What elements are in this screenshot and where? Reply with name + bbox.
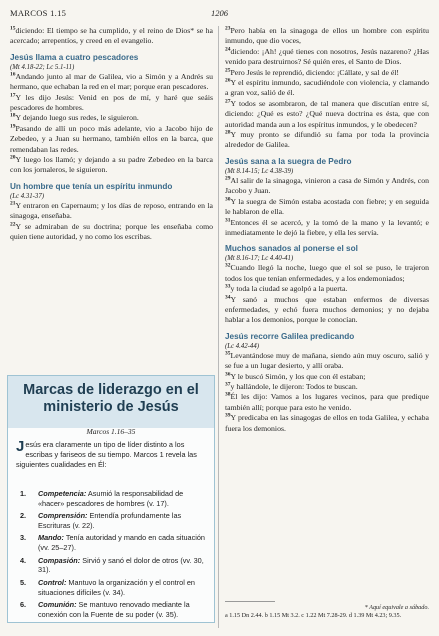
section-heading: Un hombre que tenía un espíritu inmundo (10, 181, 173, 191)
verse-20: $^{20}$Y luego los llamó; y dejando a su padre Zebedeo en la barca con los jornaleros, le siguieron. (10, 154, 213, 175)
sidebar-intro: Jesús era claramente un tipo de líder distinto a los escribas y fariseos de su tiempo. Marcos 1 revela las siguientes cualidades en Él: (16, 438, 197, 469)
verse-24: $^{24}$diciendo: ¡Ah! ¿qué tienes con nosotros, Jesús nazareno? ¿Has venido para destruirnos? Sé quién eres, el Santo de Dios. (225, 46, 429, 67)
section-heading: Jesús llama a cuatro pescadores (10, 52, 139, 62)
parallel-reference: (Lc 4.31-37) (10, 192, 44, 200)
list-item: 2. Comprensión: Entendía profundamente las Escrituras (v. 22). (20, 511, 182, 530)
verse-37: $^{37}$y hallándole, le dijeron: Todos te buscan. (225, 381, 358, 391)
verse-28: $^{28}$Y muy pronto se difundió su fama por toda la provincia alrededor de Galilea. (225, 129, 429, 150)
cross-references: a 1.15 Dn 2.44. b 1.15 Mt 3.2. c 1.22 Mt 7.28-29. d 1.39 Mt 4.23; 9.35. (225, 612, 402, 619)
parallel-reference: (Mt 8.16-17; Lc 4.40-41) (225, 255, 294, 263)
verse-21: $^{21}$Y entraron en Capernaum; y los días de reposo, entrando en la sinagoga, enseñaba. (10, 200, 213, 221)
parallel-reference: (Lc 4.42-44) (225, 342, 259, 350)
verse-30: $^{30}$Y la suegra de Simón estaba acostada con fiebre; y en seguida le hablaron de ella. (225, 196, 429, 217)
left-column (10, 26, 213, 243)
sidebar-title: Marcas de liderazgo en el ministerio de Jesús (23, 382, 199, 415)
list-item: 4. Compasión: Sirvió y sanó el dolor de otros (vv. 30, 31). (20, 555, 204, 575)
list-item: 5. Control: Mantuvo la organización y el control en situaciones difíciles (v. 34). (20, 577, 195, 597)
verse-39: $^{39}$Y predicaba en las sinagogas de ellos en toda Galilea, y echaba fuera los demonios. (225, 412, 429, 433)
column-divider (218, 26, 219, 628)
verse-32: $^{32}$Cuando llegó la noche, luego que el sol se puso, le trajeron todos los que tenían enfermedades, y a los endemoniados; (225, 262, 429, 283)
verse-33: $^{33}$y toda la ciudad se agolpó a la puerta. (225, 283, 348, 294)
verse-34: $^{34}$Y sanó a muchos que estaban enfermos de diversas enfermedades, y echó fuera muchos demonios; y no dejaba hablar a los demonios, porque le conocían. (225, 293, 429, 325)
verse-15: $^{15}$diciendo: El tiempo se ha cumplido, y el reino de Dios* se ha acercado; arrepentíos, y creed en el evangelio. (10, 25, 213, 46)
sidebar-reference: Marcos 1.16–35 (86, 427, 136, 436)
right-column (225, 26, 429, 434)
verse-19: $^{19}$Pasando de allí un poco más adelante, vio a Jacobo hijo de Zebedeo, y a Juan su hermano, también ellos en la barca, que remendaban las redes. (10, 123, 213, 154)
verse-31: $^{31}$Entonces él se acercó, y la tomó de la mano y la levantó; e inmediatamente le dejó la fiebre, y ella les servía. (225, 216, 429, 237)
list-item: 1. Competencia: Asumió la responsabilidad de «hacer» pescadores de hombres (v. 17). (20, 489, 184, 508)
verse-29: $^{29}$Al salir de la sinagoga, vinieron a casa de Simón y Andrés, con Jacobo y Juan. (225, 175, 429, 196)
list-item: 3. Mando: Tenía autoridad y mando en cada situación (vv. 25–27). (20, 533, 205, 553)
verse-23: $^{23}$Pero había en la sinagoga de ellos un hombre con espíritu inmundo, que dio voces, (225, 25, 429, 46)
parallel-reference: (Mt 8.14-15; Lc 4.38-39) (225, 167, 294, 175)
footnotes (225, 601, 429, 620)
footnote-rule (225, 601, 275, 602)
verse-17: $^{17}$Y les dijo Jesús: Venid en pos de mí, y haré que seáis pescadores de hombres. (10, 92, 213, 113)
footnote-note: * Aquí equivale a sábado. (364, 604, 429, 611)
verse-35: $^{35}$Levantándose muy de mañana, siendo aún muy oscuro, salió y se fue a un lugar desierto, y allí oraba. (225, 350, 429, 371)
section-heading: Muchos sanados al ponerse el sol (225, 244, 358, 254)
page-header (10, 8, 429, 22)
drop-cap: J (16, 438, 25, 455)
verse-22: $^{22}$Y se admiraban de su doctrina; porque les enseñaba como quien tiene autoridad, y no como los escribas. (10, 221, 213, 242)
verse-25: $^{25}$Pero Jesús le reprendió, diciendo: ¡Cállate, y sal de él! (225, 67, 400, 77)
verse-26: $^{26}$Y el espíritu inmundo, sacudiéndole con violencia, y clamando a gran voz, salió de él. (225, 77, 429, 98)
leadership-sidebar (7, 375, 215, 623)
section-heading: Jesús sana a la suegra de Pedro (225, 156, 352, 166)
verse-16: $^{16}$Andando junto al mar de Galilea, vio a Simón y a Andrés su hermano, que echaban la red en el mar; porque eran pescadores. (10, 71, 213, 92)
verse-36: $^{36}$Y le buscó Simón, y los que con él estaban; (225, 370, 366, 381)
running-head-reference: MARCOS 1.15 (10, 8, 67, 18)
verse-18: $^{18}$Y dejando luego sus redes, le siguieron. (10, 112, 139, 123)
section-heading: Jesús recorre Galilea predicando (225, 331, 355, 341)
verse-38: $^{38}$Él les dijo: Vamos a los lugares vecinos, para que predique también allí; porque para esto he venido. (225, 391, 429, 412)
page-number: 1206 (211, 8, 228, 18)
parallel-reference: (Mt 4.18-22; Lc 5.1-11) (10, 63, 75, 71)
list-item: 6. Comunión: Se mantuvo renovado mediante la conexión con la Fuente de su poder (v. 35). (20, 599, 190, 619)
qualities-list (16, 489, 208, 622)
verse-27: $^{27}$Y todos se asombraron, de tal manera que discutían entre sí, diciendo: ¿Qué es esto? ¿Qué nueva doctrina es ésta, que con autoridad manda aun a los espíritus inmundos, y le obedecen? (225, 98, 429, 129)
